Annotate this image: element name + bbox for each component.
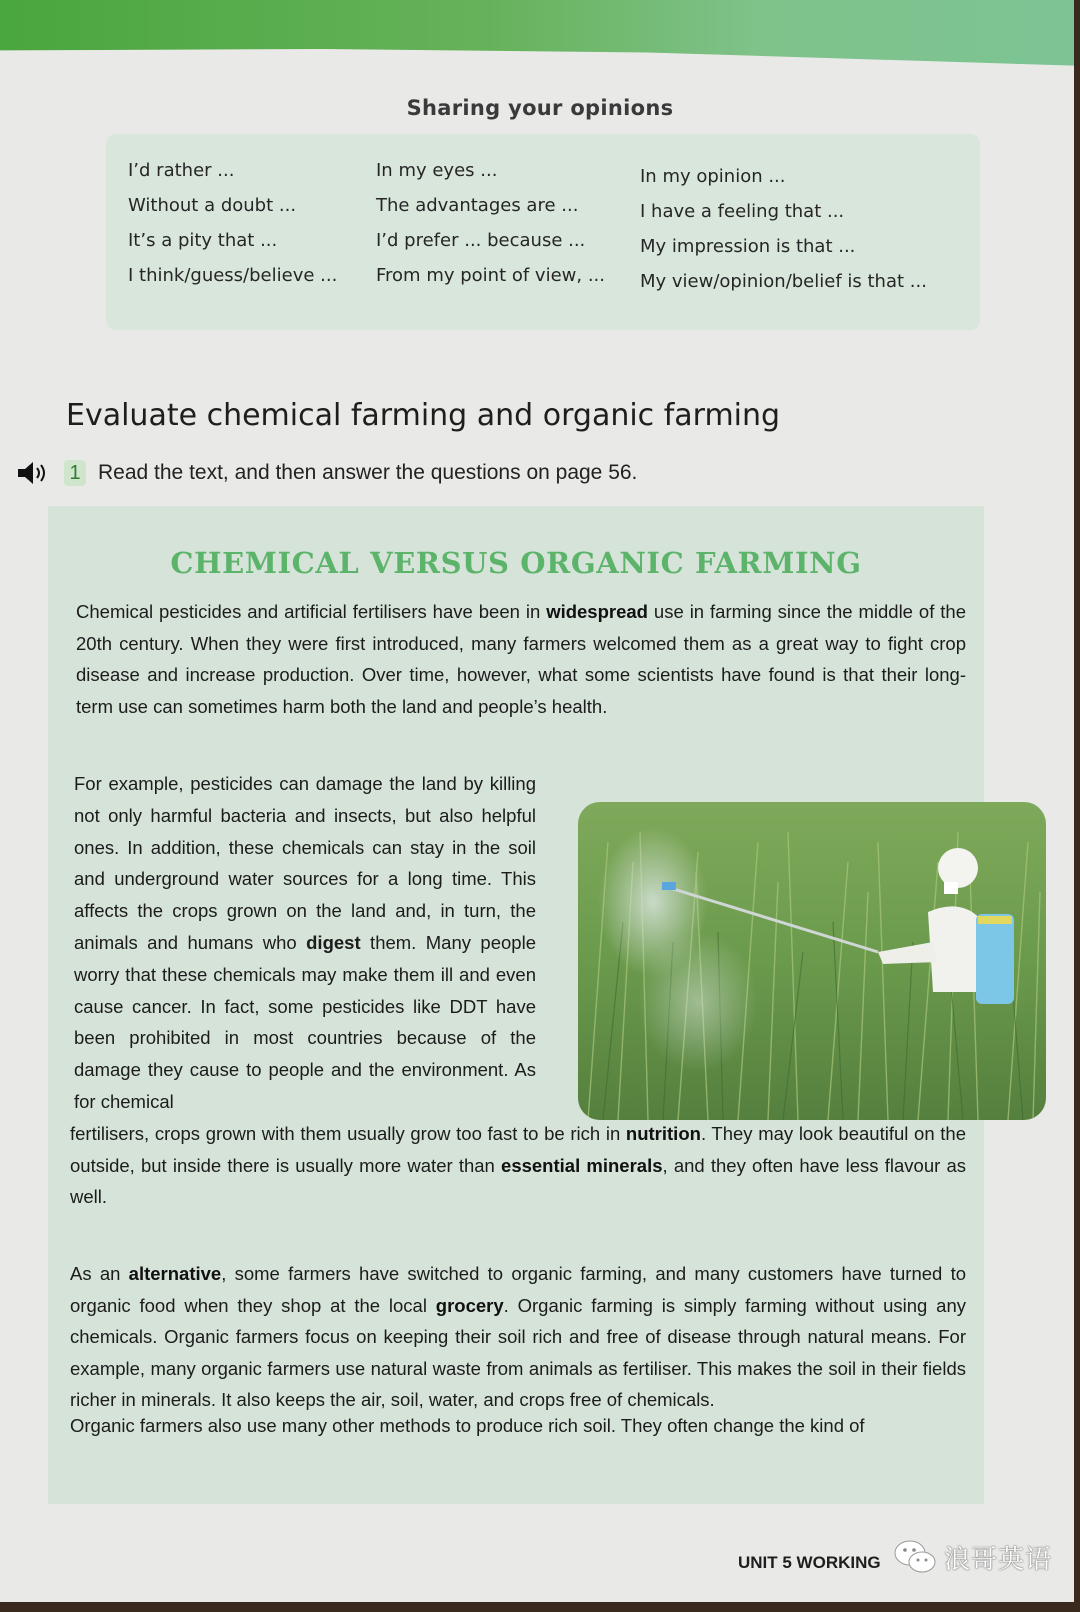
text-run: . They may look beautiful on the outside, but inside there is usually more water than [70,1123,967,1176]
text-run: , some farmers have switched to organic farming, and many customers have turned to organic food when they shop at the local [70,1263,966,1316]
footer-unit-label: UNIT 5 WORKING [738,1553,881,1572]
text-run: Chemical pesticides and artificial fertilisers have been in [76,601,547,622]
task-text: Read the text, and then answer the questions on page 56. [98,461,638,484]
paragraph-4: Organic farmers also use many other methods to produce rich soil. They often change the kind of [70,1415,865,1436]
speaker-icon[interactable] [16,460,50,486]
phrase-item: From my point of view, ... [376,265,605,286]
task-instruction [16,460,637,486]
wechat-watermark [892,1538,1052,1576]
rice-field-image [578,802,1046,1120]
text-run: For example, pesticides can damage the land by killing not only harmful bacteria and insects, but also helpful ones. In addition, these chemicals can stay in the soil and underground water sources for a long time. This affects the crops grown on the land and, in turn, the animals and humans who [74,773,536,953]
text-run: As an [70,1263,129,1284]
paragraph-1 [76,596,966,722]
task-number: 1 [64,460,86,486]
keyword-nutrition: nutrition [625,1123,701,1144]
paragraph-3 [70,1258,966,1416]
phrase-item: I’d prefer ... because ... [376,230,586,251]
phrase-item: In my opinion ... [640,166,786,187]
phrase-item: I’d rather ... [128,160,235,181]
phrase-column-2 [376,160,605,287]
keyword-alternative: alternative [128,1263,222,1284]
wechat-icon [892,1538,940,1576]
page-edge-shadow [1074,0,1080,1612]
phrase-item: I have a feeling that ... [640,201,845,222]
phrase-item: My impression is that ... [640,236,856,257]
keyword-widespread: widespread [546,601,648,622]
reading-title: CHEMICAL VERSUS ORGANIC FARMING [170,546,862,580]
farmer-spraying-photo [578,802,1046,1120]
text-run: fertilisers, crops grown with them usually grow too fast to be rich in [70,1123,626,1144]
reading-passage-box [48,506,984,1504]
phrase-item: The advantages are ... [376,195,579,216]
paragraph-2-wrapped [74,768,536,1118]
keyword-essential-minerals: essential minerals [501,1154,663,1176]
phrase-column-1 [128,160,337,287]
text-run: use in farming since the middle of the 20th century. When they were first introduced, many farmers welcomed them as a great way to fight crop disease and increase production. Over time, however, what some scientists have found is that their long-term use can sometimes harm both the land and people’s health. [76,601,966,717]
paragraph-2-continued [70,1118,966,1213]
phrase-item: My view/opinion/belief is that ... [640,271,927,292]
phrase-item: It’s a pity that ... [128,230,278,251]
text-run: them. Many people worry that these chemicals may make them ill and even cause cancer. In fact, some pesticides like DDT have been prohibited in most countries because of the damage they cause to people and the environment. As for chemical [74,931,536,1112]
keyword-grocery: grocery [435,1294,504,1316]
page-bottom-edge [0,1602,1080,1612]
header-color-band [0,0,1074,70]
opinions-phrase-box [106,134,980,330]
opinions-title: Sharing your opinions [406,96,674,120]
text-run: , and they often have less flavour as well. [70,1154,966,1207]
watermark-text: 浪哥英语 [944,1543,1053,1574]
phrase-item: Without a doubt ... [128,195,297,216]
keyword-digest: digest [306,931,361,953]
text-run: . Organic farming is simply farming without using any chemicals. Organic farmers focus on keeping their soil rich and free of disease through natural means. For example, many organic farmers use natural waste from animals as fertiliser. This makes the soil in their fields richer in minerals. It also keeps the air, soil, water, and crops free of chemicals. [70,1294,966,1410]
phrase-column-3 [640,166,927,293]
phrase-item: I think/guess/believe ... [128,265,338,286]
section-heading: Evaluate chemical farming and organic farming [66,398,781,433]
phrase-item: In my eyes ... [376,160,498,181]
